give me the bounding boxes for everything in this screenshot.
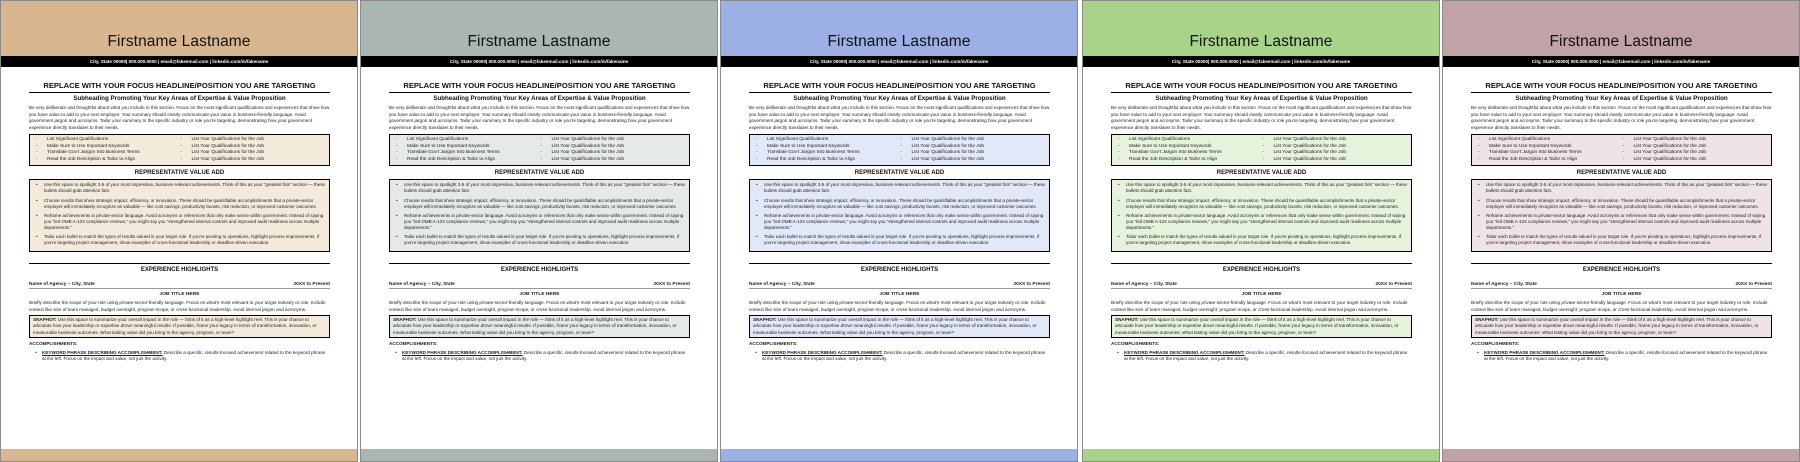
contact-bar: City, State 00000| 000.000.0000 | email@fakeemail.com | linkedin.com/in/fakename <box>721 56 1077 67</box>
agency-line <box>29 282 330 289</box>
snapshot-label: SNAPHOT: <box>33 317 57 323</box>
keywords-box <box>389 134 690 166</box>
candidate-name: Firstname Lastname <box>1189 33 1333 50</box>
keyword-item: - Translate Gov't Jargon Into Business Terms <box>396 150 500 156</box>
employment-dates: 20XX to Present <box>1375 282 1412 288</box>
value-bullet: • Choose results that show strategic impact, efficiency, or innovation. These should be quantifiable accomplishments that a private-sector employer will immediately recognize as valuable — like cost savings, productivity boosts, risk reduction, or improved customer outcomes. <box>1476 198 1767 210</box>
agency-line <box>389 282 690 289</box>
agency-name: Name of Agency – City, State <box>29 282 95 288</box>
focus-headline: REPLACE WITH YOUR FOCUS HEADLINE/POSITION YOU ARE TARGETING <box>29 81 330 93</box>
keyword-item: - List Significant Qualifications <box>36 137 109 142</box>
achievement-text: Describe a specific, results-focused achievement related to the keyword phrase at the left. Focus on the impact and value, not just the activity. <box>402 350 686 362</box>
resume-page-gray[interactable] <box>360 0 718 462</box>
value-bullet: • Choose results that show strategic impact, efficiency, or innovation. These should be quantifiable accomplishments that a private-sector employer will immediately recognize as valuable — like cost savings, productivity boosts, risk reduction, or improved customer outcomes. <box>754 198 1045 210</box>
resume-header <box>1443 1 1799 56</box>
contact-bar: City, State 00000| 000.000.0000 | email@fakeemail.com | linkedin.com/in/fakename <box>1 56 357 67</box>
value-bullet: • Choose results that show strategic impact, efficiency, or innovation. These should be quantifiable accomplishments that a private-sector employer will immediately recognize as valuable — like cost savings, productivity boosts, risk reduction, or improved customer outcomes. <box>34 198 325 210</box>
keyword-item: - Make Sure to Use Important Keywords <box>36 143 130 149</box>
summary-paragraph: Be very deliberate and thoughtful about what you include in this section. Focus on the most significant qualifications and experiences that show how you have value to add to your next employer. Your summary should clearly communicate your value in business-friendly language. Avoid government jargon and acronyms. Tailor your summary to the specific industry or role you're targeting, demonstrating how your government experience directly translates to their needs. <box>1111 105 1412 130</box>
value-add-title: REPRESENTATIVE VALUE ADD <box>1576 170 1667 177</box>
employment-dates: 20XX to Present <box>1735 282 1772 288</box>
employment-dates: 20XX to Present <box>293 282 330 288</box>
snapshot-text: Use this space to summarize your overall impact in the role — think of it as a high-level highlight reel. This is your chance to articulate how your leadership or expertise drove meaningful results. If possible, frame your legacy in terms of transformation, innovation, or measurable business outcomes. What lasting value did you bring to the agency, program, or team? <box>753 317 1037 335</box>
resume-body <box>1083 81 1439 363</box>
keyword-item: - List Significant Qualifications <box>756 137 829 142</box>
qualification-item: - List Your Qualifications for the Job <box>900 150 985 156</box>
value-add-box <box>1471 179 1772 252</box>
value-add-box <box>749 179 1050 252</box>
experience-title: EXPERIENCE HIGHLIGHTS <box>1471 263 1772 273</box>
keyword-item: - List Significant Qualifications <box>1118 137 1191 142</box>
job-title: JOB TITLE HERE <box>159 292 200 298</box>
keywords-grid <box>1478 137 1767 163</box>
agency-line <box>749 282 1050 289</box>
keywords-grid <box>1118 137 1407 163</box>
snapshot-label: SNAPHOT: <box>1475 317 1499 323</box>
keyword-item: - Read the Job Description & Tailor to Align <box>36 156 136 162</box>
page-footer-band <box>1 449 357 461</box>
qualification-item: - List Your Qualifications for the Job <box>540 156 625 162</box>
page-footer-band <box>361 449 717 461</box>
keyword-item: - Translate Gov't Jargon Into Business Terms <box>756 150 860 156</box>
job-title: JOB TITLE HERE <box>1601 292 1642 298</box>
experience-title: EXPERIENCE HIGHLIGHTS <box>1111 263 1412 273</box>
value-add-list <box>1116 182 1407 246</box>
agency-name: Name of Agency – City, State <box>1111 282 1177 288</box>
value-subheading: Subheading Promoting Your Key Areas of Expertise & Value Proposition <box>1515 95 1728 102</box>
value-bullet: • Choose results that show strategic impact, efficiency, or innovation. These should be quantifiable accomplishments that a private-sector employer will immediately recognize as valuable — like cost savings, productivity boosts, risk reduction, or improved customer outcomes. <box>1116 198 1407 210</box>
agency-name: Name of Agency – City, State <box>389 282 455 288</box>
value-bullet: • Use this space to spotlight 3-5 of your most impressive, business-relevant achievements. Think of this as your "greatest hits" section — these bullets should grab attention fast. <box>1116 182 1407 194</box>
snapshot-text: Use this space to summarize your overall impact in the role — think of it as a high-level highlight reel. This is your chance to articulate how your leadership or expertise drove meaningful results. If possible, frame your legacy in terms of transformation, innovation, or measurable business outcomes. What lasting value did you bring to the agency, program, or team? <box>33 317 317 335</box>
keyword-item: - Translate Gov't Jargon Into Business Terms <box>36 150 140 156</box>
qualification-item: - List Your Qualifications for the Job <box>180 150 265 156</box>
qualification-item: - List Your Qualifications for the Job <box>900 143 985 149</box>
value-add-list <box>754 182 1045 246</box>
qualification-item: - List Your Qualifications for the Job <box>1622 156 1707 162</box>
keywords-box <box>1111 134 1412 166</box>
value-bullet: • Reframe achievements in private-sector language. Avoid acronyms or references that only make sense within government. Instead of saying you "led OMB A-123 compliance reviews," you might say you "strengthened internal controls and improved audit readiness across multiple departments." <box>1476 213 1767 231</box>
value-add-list <box>34 182 325 246</box>
qualification-item: - List Your Qualifications for the Job <box>1622 137 1707 142</box>
contact-bar: City, State 00000| 000.000.0000 | email@fakeemail.com | linkedin.com/in/fakename <box>361 56 717 67</box>
value-bullet: • Reframe achievements in private-sector language. Avoid acronyms or references that only make sense within government. Instead of saying you "led OMB A-123 compliance reviews," you might say you "strengthened internal controls and improved audit readiness across multiple departments." <box>1116 213 1407 231</box>
value-add-title: REPRESENTATIVE VALUE ADD <box>1216 170 1307 177</box>
resume-header <box>1083 1 1439 56</box>
page-footer-band <box>1443 449 1799 461</box>
keyword-item: - Translate Gov't Jargon Into Business Terms <box>1478 150 1582 156</box>
resume-page-tan[interactable] <box>0 0 358 462</box>
keyword-item: - Read the Job Description & Tailor to Align <box>396 156 496 162</box>
resume-body <box>361 81 717 363</box>
snapshot-box <box>1111 315 1412 338</box>
qualification-item: - List Your Qualifications for the Job <box>1262 137 1347 142</box>
accomplishments-label: ACCOMPLISHMENTS: <box>389 341 438 347</box>
role-scope: Briefly describe the scope of your role using private-sector-friendly language. Focus on what's most relevant to your target industry or role. Include context like size of team managed, budget oversight, program scope, or cross-functional leadership. Avoid internal jargon and acronyms. <box>749 300 1046 312</box>
employment-dates: 20XX to Present <box>653 282 690 288</box>
value-add-title: REPRESENTATIVE VALUE ADD <box>134 170 225 177</box>
keywords-grid <box>756 137 1045 163</box>
snapshot-text: Use this space to summarize your overall impact in the role — think of it as a high-level highlight reel. This is your chance to articulate how your leadership or expertise drove meaningful results. If possible, frame your legacy in terms of transformation, innovation, or measurable business outcomes. What lasting value did you bring to the agency, program, or team? <box>1115 317 1399 335</box>
value-bullet: • Tailor each bullet to match the types of results valued in your target role. If you're pivoting to operations, highlight process improvements. If you're targeting project management, show examples of cross-functional leadership or deadline-driven execution. <box>1116 234 1407 246</box>
job-title: JOB TITLE HERE <box>879 292 920 298</box>
qualification-item: - List Your Qualifications for the Job <box>180 143 265 149</box>
summary-paragraph: Be very deliberate and thoughtful about what you include in this section. Focus on the most significant qualifications and experiences that show how you have value to add to your next employer. Your summary should clearly communicate your value in business-friendly language. Avoid government jargon and acronyms. Tailor your summary to the specific industry or role you're targeting, demonstrating how your government experience directly translates to their needs. <box>389 105 690 130</box>
resume-page-green[interactable] <box>1082 0 1440 462</box>
value-bullet: • Use this space to spotlight 3-5 of your most impressive, business-relevant achievements. Think of this as your "greatest hits" section — these bullets should grab attention fast. <box>1476 182 1767 194</box>
value-bullet: • Use this space to spotlight 3-5 of your most impressive, business-relevant achievements. Think of this as your "greatest hits" section — these bullets should grab attention fast. <box>394 182 685 194</box>
qualification-item: - List Your Qualifications for the Job <box>540 143 625 149</box>
candidate-name: Firstname Lastname <box>107 33 251 50</box>
job-title: JOB TITLE HERE <box>519 292 560 298</box>
snapshot-box <box>1471 315 1772 338</box>
agency-name: Name of Agency – City, State <box>1471 282 1537 288</box>
achievement-keyword: KEYWORD PHRASE DESCRIBING ACCOMPLISHMENT: <box>402 350 523 356</box>
keyword-item: - List Significant Qualifications <box>396 137 469 142</box>
keywords-box <box>29 134 330 166</box>
value-bullet: • Tailor each bullet to match the types of results valued in your target role. If you're pivoting to operations, highlight process improvements. If you're targeting project management, show examples of cross-functional leadership or deadline-driven execution. <box>34 234 325 246</box>
keyword-item: - Read the Job Description & Tailor to Align <box>1118 156 1218 162</box>
value-bullet: • Reframe achievements in private-sector language. Avoid acronyms or references that only make sense within government. Instead of saying you "led OMB A-123 compliance reviews," you might say you "strengthened internal controls and improved audit readiness across multiple departments." <box>394 213 685 231</box>
role-scope: Briefly describe the scope of your role using private-sector-friendly language. Focus on what's most relevant to your target industry or role. Include context like size of team managed, budget oversight, program scope, or cross-functional leadership. Avoid internal jargon and acronyms. <box>29 300 326 312</box>
achievement-keyword: KEYWORD PHRASE DESCRIBING ACCOMPLISHMENT: <box>1124 350 1245 356</box>
snapshot-text: Use this space to summarize your overall impact in the role — think of it as a high-level highlight reel. This is your chance to articulate how your leadership or expertise drove meaningful results. If possible, frame your legacy in terms of transformation, innovation, or measurable business outcomes. What lasting value did you bring to the agency, program, or team? <box>393 317 677 335</box>
snapshot-box <box>749 315 1050 338</box>
value-add-box <box>1111 179 1412 252</box>
accomplishments-label: ACCOMPLISHMENTS: <box>1111 341 1160 347</box>
snapshot-text: Use this space to summarize your overall impact in the role — think of it as a high-level highlight reel. This is your chance to articulate how your leadership or expertise drove meaningful results. If possible, frame your legacy in terms of transformation, innovation, or measurable business outcomes. What lasting value did you bring to the agency, program, or team? <box>1475 317 1759 335</box>
page-footer-band <box>721 449 1077 461</box>
achievement-text: Describe a specific, results-focused achievement related to the keyword phrase at the left. Focus on the impact and value, not just the activity. <box>42 350 326 362</box>
snapshot-label: SNAPHOT: <box>753 317 777 323</box>
value-bullet: • Use this space to spotlight 3-5 of your most impressive, business-relevant achievements. Think of this as your "greatest hits" section — these bullets should grab attention fast. <box>754 182 1045 194</box>
achievement-item <box>749 350 1050 362</box>
value-add-box <box>29 179 330 252</box>
resume-header <box>1 1 357 56</box>
value-add-box <box>389 179 690 252</box>
achievement-item <box>1471 350 1772 362</box>
resume-body <box>721 81 1077 363</box>
agency-name: Name of Agency – City, State <box>749 282 815 288</box>
summary-paragraph: Be very deliberate and thoughtful about what you include in this section. Focus on the most significant qualifications and experiences that show how you have value to add to your next employer. Your summary should clearly communicate your value in business-friendly language. Avoid government jargon and acronyms. Tailor your summary to the specific industry or role you're targeting, demonstrating how your government experience directly translates to their needs. <box>1471 105 1772 130</box>
achievement-text: Describe a specific, results-focused achievement related to the keyword phrase at the left. Focus on the impact and value, not just the activity. <box>1484 350 1768 362</box>
qualification-item: - List Your Qualifications for the Job <box>900 156 985 162</box>
role-scope: Briefly describe the scope of your role using private-sector-friendly language. Focus on what's most relevant to your target industry or role. Include context like size of team managed, budget oversight, program scope, or cross-functional leadership. Avoid internal jargon and acronyms. <box>1471 300 1768 312</box>
qualification-item: - List Your Qualifications for the Job <box>1622 150 1707 156</box>
agency-line <box>1111 282 1412 289</box>
value-bullet: • Tailor each bullet to match the types of results valued in your target role. If you're pivoting to operations, highlight process improvements. If you're targeting project management, show examples of cross-functional leadership or deadline-driven execution. <box>754 234 1045 246</box>
qualification-item: - List Your Qualifications for the Job <box>540 137 625 142</box>
snapshot-box <box>29 315 330 338</box>
qualification-item: - List Your Qualifications for the Job <box>1262 156 1347 162</box>
keywords-grid <box>36 137 325 163</box>
keywords-box <box>1471 134 1772 166</box>
candidate-name: Firstname Lastname <box>467 33 611 50</box>
value-add-title: REPRESENTATIVE VALUE ADD <box>854 170 945 177</box>
focus-headline: REPLACE WITH YOUR FOCUS HEADLINE/POSITION YOU ARE TARGETING <box>1471 81 1772 93</box>
value-bullet: • Tailor each bullet to match the types of results valued in your target role. If you're pivoting to operations, highlight process improvements. If you're targeting project management, show examples of cross-functional leadership or deadline-driven execution. <box>1476 234 1767 246</box>
keyword-item: - Read the Job Description & Tailor to Align <box>1478 156 1578 162</box>
keyword-item: - Translate Gov't Jargon Into Business Terms <box>1118 150 1222 156</box>
value-subheading: Subheading Promoting Your Key Areas of Expertise & Value Proposition <box>433 95 646 102</box>
role-scope: Briefly describe the scope of your role using private-sector-friendly language. Focus on what's most relevant to your target industry or role. Include context like size of team managed, budget oversight, program scope, or cross-functional leadership. Avoid internal jargon and acronyms. <box>389 300 686 312</box>
keyword-item: - List Significant Qualifications <box>1478 137 1551 142</box>
keyword-item: - Read the Job Description & Tailor to Align <box>756 156 856 162</box>
experience-title: EXPERIENCE HIGHLIGHTS <box>29 263 330 273</box>
achievement-item <box>389 350 690 362</box>
qualification-item: - List Your Qualifications for the Job <box>540 150 625 156</box>
resume-header <box>361 1 717 56</box>
value-bullet: • Reframe achievements in private-sector language. Avoid acronyms or references that only make sense within government. Instead of saying you "led OMB A-123 compliance reviews," you might say you "strengthened internal controls and improved audit readiness across multiple departments." <box>754 213 1045 231</box>
value-subheading: Subheading Promoting Your Key Areas of Expertise & Value Proposition <box>793 95 1006 102</box>
snapshot-label: SNAPHOT: <box>393 317 417 323</box>
achievement-keyword: KEYWORD PHRASE DESCRIBING ACCOMPLISHMENT: <box>1484 350 1605 356</box>
value-bullet: • Tailor each bullet to match the types of results valued in your target role. If you're pivoting to operations, highlight process improvements. If you're targeting project management, show examples of cross-functional leadership or deadline-driven execution. <box>394 234 685 246</box>
value-bullet: • Use this space to spotlight 3-5 of your most impressive, business-relevant achievements. Think of this as your "greatest hits" section — these bullets should grab attention fast. <box>34 182 325 194</box>
contact-bar: City, State 00000| 000.000.0000 | email@fakeemail.com | linkedin.com/in/fakename <box>1443 56 1799 67</box>
page-footer-band <box>1083 449 1439 461</box>
job-title: JOB TITLE HERE <box>1241 292 1282 298</box>
value-subheading: Subheading Promoting Your Key Areas of Expertise & Value Proposition <box>1155 95 1368 102</box>
value-add-list <box>394 182 685 246</box>
agency-line <box>1471 282 1772 289</box>
achievement-keyword: KEYWORD PHRASE DESCRIBING ACCOMPLISHMENT: <box>762 350 883 356</box>
value-subheading: Subheading Promoting Your Key Areas of Expertise & Value Proposition <box>73 95 286 102</box>
role-scope: Briefly describe the scope of your role using private-sector-friendly language. Focus on what's most relevant to your target industry or role. Include context like size of team managed, budget oversight, program scope, or cross-functional leadership. Avoid internal jargon and acronyms. <box>1111 300 1408 312</box>
summary-paragraph: Be very deliberate and thoughtful about what you include in this section. Focus on the most significant qualifications and experiences that show how you have value to add to your next employer. Your summary should clearly communicate your value in business-friendly language. Avoid government jargon and acronyms. Tailor your summary to the specific industry or role you're targeting, demonstrating how your government experience directly translates to their needs. <box>29 105 330 130</box>
keywords-box <box>749 134 1050 166</box>
accomplishments-label: ACCOMPLISHMENTS: <box>1471 341 1520 347</box>
achievement-item <box>1111 350 1412 362</box>
keyword-item: - Make Sure to Use Important Keywords <box>1118 143 1212 149</box>
value-bullet: • Choose results that show strategic impact, efficiency, or innovation. These should be quantifiable accomplishments that a private-sector employer will immediately recognize as valuable — like cost savings, productivity boosts, risk reduction, or improved customer outcomes. <box>394 198 685 210</box>
value-bullet: • Reframe achievements in private-sector language. Avoid acronyms or references that only make sense within government. Instead of saying you "led OMB A-123 compliance reviews," you might say you "strengthened internal controls and improved audit readiness across multiple departments." <box>34 213 325 231</box>
keyword-item: - Make Sure to Use Important Keywords <box>756 143 850 149</box>
resume-header <box>721 1 1077 56</box>
qualification-item: - List Your Qualifications for the Job <box>180 137 265 142</box>
summary-paragraph: Be very deliberate and thoughtful about what you include in this section. Focus on the most significant qualifications and experiences that show how you have value to add to your next employer. Your summary should clearly communicate your value in business-friendly language. Avoid government jargon and acronyms. Tailor your summary to the specific industry or role you're targeting, demonstrating how your government experience directly translates to their needs. <box>749 105 1050 130</box>
achievement-text: Describe a specific, results-focused achievement related to the keyword phrase at the left. Focus on the impact and value, not just the activity. <box>1124 350 1408 362</box>
contact-bar: City, State 00000| 000.000.0000 | email@fakeemail.com | linkedin.com/in/fakename <box>1083 56 1439 67</box>
qualification-item: - List Your Qualifications for the Job <box>900 137 985 142</box>
focus-headline: REPLACE WITH YOUR FOCUS HEADLINE/POSITION YOU ARE TARGETING <box>1111 81 1412 93</box>
experience-title: EXPERIENCE HIGHLIGHTS <box>389 263 690 273</box>
keyword-item: - Make Sure to Use Important Keywords <box>1478 143 1572 149</box>
achievement-item <box>29 350 330 362</box>
resume-page-blue[interactable] <box>720 0 1078 462</box>
value-add-list <box>1476 182 1767 246</box>
qualification-item: - List Your Qualifications for the Job <box>1262 150 1347 156</box>
focus-headline: REPLACE WITH YOUR FOCUS HEADLINE/POSITION YOU ARE TARGETING <box>389 81 690 93</box>
accomplishments-label: ACCOMPLISHMENTS: <box>29 341 78 347</box>
resume-page-mauve[interactable] <box>1442 0 1800 462</box>
snapshot-label: SNAPHOT: <box>1115 317 1139 323</box>
value-add-title: REPRESENTATIVE VALUE ADD <box>494 170 585 177</box>
candidate-name: Firstname Lastname <box>1549 33 1693 50</box>
candidate-name: Firstname Lastname <box>827 33 971 50</box>
qualification-item: - List Your Qualifications for the Job <box>180 156 265 162</box>
keywords-grid <box>396 137 685 163</box>
accomplishments-label: ACCOMPLISHMENTS: <box>749 341 798 347</box>
qualification-item: - List Your Qualifications for the Job <box>1262 143 1347 149</box>
snapshot-box <box>389 315 690 338</box>
keyword-item: - Make Sure to Use Important Keywords <box>396 143 490 149</box>
qualification-item: - List Your Qualifications for the Job <box>1622 143 1707 149</box>
achievement-text: Describe a specific, results-focused achievement related to the keyword phrase at the left. Focus on the impact and value, not just the activity. <box>762 350 1046 362</box>
experience-title: EXPERIENCE HIGHLIGHTS <box>749 263 1050 273</box>
resume-body <box>1 81 357 363</box>
employment-dates: 20XX to Present <box>1013 282 1050 288</box>
focus-headline: REPLACE WITH YOUR FOCUS HEADLINE/POSITION YOU ARE TARGETING <box>749 81 1050 93</box>
resume-body <box>1443 81 1799 363</box>
achievement-keyword: KEYWORD PHRASE DESCRIBING ACCOMPLISHMENT: <box>42 350 163 356</box>
